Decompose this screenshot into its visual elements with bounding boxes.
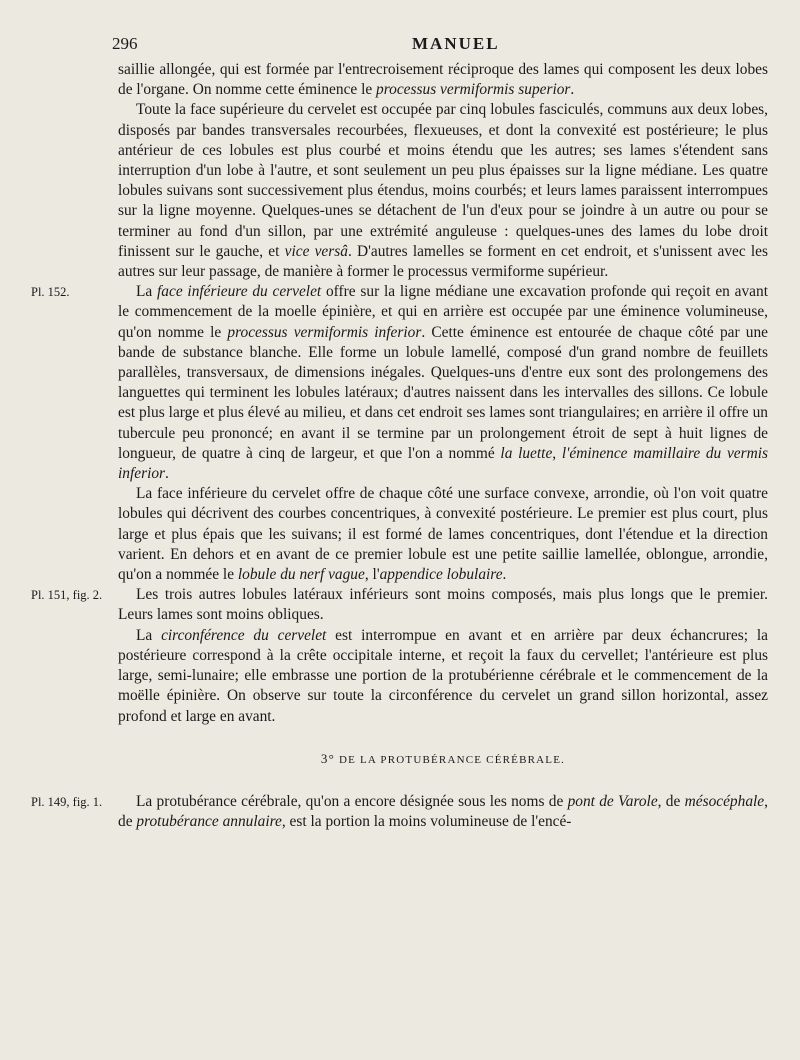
paragraph-6: La circonférence du cervelet est interrompue en avant et en arrière par deux échancrures; la postérieure correspond à la crête occipitale interne, et reçoit la faux du cervellet; l'antérieure est plus large, semi-lunaire; elle embrasse une portion de la protubérienne cérébrale et le commencement de la moëlle épinière. On observe sur toute la circonférence du cervelet un grand sillon horizontal, assez profond et large en avant. — [118, 626, 768, 725]
paragraph-7: Pl. 149, fig. 1. La protubérance cérébrale, qu'on a encore désignée sous les noms de pont de Varole, de mésocéphale, de protubérance annulaire, est la portion la moins volumineuse de l'encé- — [31, 792, 768, 831]
page-number: 296 — [112, 34, 138, 53]
page-header — [112, 34, 772, 56]
margin-plate-reference: Pl. 149, fig. 1. — [31, 794, 103, 809]
running-title: MANUEL — [412, 34, 500, 53]
section-heading: 3° DE LA PROTUBÉRANCE CÉRÉBRALE. — [320, 750, 566, 766]
paragraph-5: Pl. 151, fig. 2. Les trois autres lobules latéraux inférieurs sont moins composés, mais plus longs que le premier. Leurs lames sont moins obliques. — [31, 586, 768, 624]
margin-plate-reference: Pl. 151, fig. 2. — [31, 588, 103, 603]
paragraph-4: La face inférieure du cervelet offre de chaque côté une surface convexe, arrondie, où l'on voit quatre lobules qui décrivent des courbes concentriques, à convexité postérieure. Le premier est plus court, plus large et plus épais que les suivans; il est formé de lames concentriques, dont l'étendue et la direction varient. En dehors et en avant de ce premier lobule est une petite saillie lamellée, oblongue, arrondie, qu'on a nommée le lobule du nerf vague, l'appendice lobulaire. — [118, 485, 768, 584]
body-text — [31, 60, 768, 832]
paragraph-1: saillie allongée, qui est formée par l'entrecroisement réciproque des lames qui composent les deux lobes de l'organe. On nomme cette éminence le processus vermiformis superior. — [118, 61, 768, 99]
margin-plate-reference: Pl. 152. — [31, 285, 70, 300]
paragraph-3: Pl. 152. La face inférieure du cervelet offre sur la ligne médiane une excavation profonde qui reçoit en avant le commencement de la moelle épinière, et qui en arrière est occupée par une éminence volumineuse, qu'on nomme le processus vermiformis inferior. Cette éminence est entourée de chaque côté par une bande de substance blanche. Elle forme un lobule lamellé, composé d'un grand nombre de feuillets parallèles, transversaux, de dimensions inégales. Quelques-uns d'entre eux sont des prolongemens des languettes qui terminent les lobules latéraux; d'autres naissent dans les intervalles des sillons. Ce lobule est plus large et plus élevé au milieu, et dans cet endroit ses lames sont triangulaires; en arrière il offre un tubercule peu prononcé; en avant il se termine par un prolongement étroit de sept à huit lignes de longueur, de quatre à cinq de largeur, et que l'on a nommé la luette, l'éminence mamillaire du vermis inferior. — [31, 283, 768, 483]
paragraph-2: Toute la face supérieure du cervelet est occupée par cinq lobules fasciculés, communs aux deux lobes, disposés par bandes transversales recourbées, flexueuses, et dont la convexité est postérieure; le plus antérieur de ces lobules est plus courbé et moins étendu que les autres; ses lames s'étendent sans interruption d'un lobe à l'autre, et sont seulement un peu plus épaisses sur la ligne médiane. Les quatre lobules suivans sont successivement plus étendus, moins courbés; et leurs lames paraissent interrompues sur la ligne moyenne. Quelques-unes se détachent de l'un d'eux pour se joindre à un autre ou pour se terminer au fond d'un sillon, par une extrémité anguleuse : quelques-unes des lames du lobe droit finissent sur le gauche, et vice versâ. D'autres lamelles se forment en cet endroit, et s'unissent avec les autres sur leur passage, de manière à former le processus vermiforme supérieur. — [118, 101, 768, 281]
